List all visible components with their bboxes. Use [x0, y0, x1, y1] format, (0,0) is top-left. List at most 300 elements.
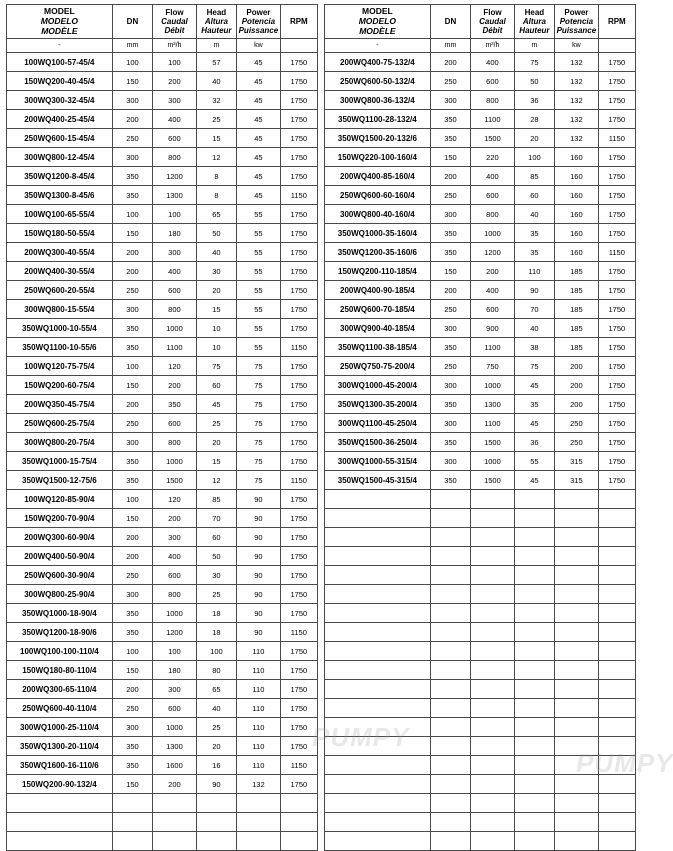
cell-dn: 150 — [112, 509, 152, 528]
cell-head: 45 — [514, 471, 554, 490]
cell-head: 60 — [196, 528, 236, 547]
cell-power: 185 — [555, 319, 599, 338]
cell-flow: 100 — [153, 642, 197, 661]
table-row-empty — [325, 547, 636, 566]
cell-flow: 220 — [471, 148, 515, 167]
table-row-empty — [325, 490, 636, 509]
cell-power: 45 — [237, 167, 281, 186]
cell-flow: 1100 — [471, 338, 515, 357]
cell-head: 35 — [514, 395, 554, 414]
cell-empty — [471, 756, 515, 775]
cell-power: 132 — [555, 129, 599, 148]
cell-model: 350WQ1300-8-45/6 — [7, 186, 113, 205]
cell-flow: 1100 — [153, 338, 197, 357]
cell-empty — [514, 642, 554, 661]
cell-power: 200 — [555, 395, 599, 414]
column-header-power — [555, 5, 599, 39]
cell-rpm: 1750 — [280, 414, 317, 433]
cell-head: 57 — [196, 53, 236, 72]
cell-flow: 100 — [153, 53, 197, 72]
cell-model: 250WQ750-75-200/4 — [325, 357, 431, 376]
cell-model: 100WQ100-57-45/4 — [7, 53, 113, 72]
cell-dn: 150 — [430, 148, 470, 167]
header-power-line3: Puissance — [556, 26, 597, 36]
cell-flow: 1500 — [471, 471, 515, 490]
unit-dn: mm — [112, 39, 152, 53]
cell-empty — [514, 699, 554, 718]
cell-rpm: 1150 — [280, 471, 317, 490]
table-row — [7, 718, 318, 737]
table-row — [325, 148, 636, 167]
cell-head: 80 — [196, 661, 236, 680]
cell-dn: 150 — [112, 661, 152, 680]
cell-model: 200WQ400-85-160/4 — [325, 167, 431, 186]
cell-power: 110 — [237, 756, 281, 775]
cell-rpm: 1150 — [280, 338, 317, 357]
header-flow-line3: Débit — [482, 26, 503, 36]
cell-power: 45 — [237, 53, 281, 72]
cell-head: 20 — [196, 281, 236, 300]
cell-model: 150WQ200-60-75/4 — [7, 376, 113, 395]
table-row — [325, 205, 636, 224]
cell-dn: 350 — [112, 167, 152, 186]
header-head-line3: Hauteur — [201, 26, 232, 36]
cell-model: 350WQ1000-10-55/4 — [7, 319, 113, 338]
table-body-right — [325, 53, 636, 851]
cell-power: 160 — [555, 243, 599, 262]
table-row — [7, 53, 318, 72]
cell-flow: 1000 — [471, 452, 515, 471]
cell-power: 250 — [555, 433, 599, 452]
cell-model: 200WQ300-65-110/4 — [7, 680, 113, 699]
cell-empty — [325, 566, 431, 585]
cell-rpm: 1750 — [280, 300, 317, 319]
table-row — [7, 338, 318, 357]
table-row — [7, 281, 318, 300]
cell-head: 8 — [196, 167, 236, 186]
cell-empty — [598, 490, 635, 509]
cell-head: 110 — [514, 262, 554, 281]
header-model-line2: MODELO — [40, 15, 79, 26]
cell-flow: 600 — [153, 566, 197, 585]
cell-rpm: 1750 — [598, 167, 635, 186]
cell-power: 200 — [555, 376, 599, 395]
table-row — [325, 186, 636, 205]
cell-dn: 350 — [112, 338, 152, 357]
cell-dn: 300 — [112, 148, 152, 167]
cell-empty — [430, 623, 470, 642]
cell-empty — [430, 718, 470, 737]
table-row — [7, 205, 318, 224]
cell-head: 18 — [196, 623, 236, 642]
cell-model: 150WQ200-40-45/4 — [7, 72, 113, 91]
table-row — [325, 471, 636, 490]
unit-model: - — [7, 39, 113, 53]
cell-head: 20 — [196, 737, 236, 756]
cell-dn: 300 — [430, 91, 470, 110]
header-model-line3: MODÈLE — [359, 25, 396, 36]
cell-empty — [153, 813, 197, 832]
cell-flow: 1500 — [471, 433, 515, 452]
cell-head: 28 — [514, 110, 554, 129]
cell-dn: 100 — [112, 53, 152, 72]
cell-power: 55 — [237, 319, 281, 338]
header-row — [7, 5, 318, 39]
table-row — [7, 452, 318, 471]
cell-empty — [598, 604, 635, 623]
table-row — [7, 547, 318, 566]
cell-empty — [430, 642, 470, 661]
column-header-head — [196, 5, 236, 39]
header-units-row — [325, 39, 636, 53]
cell-empty — [555, 756, 599, 775]
table-row-empty — [7, 832, 318, 851]
cell-empty — [471, 661, 515, 680]
cell-flow: 800 — [471, 205, 515, 224]
cell-flow: 1000 — [153, 319, 197, 338]
cell-rpm: 1750 — [280, 224, 317, 243]
cell-power: 132 — [555, 53, 599, 72]
cell-empty — [196, 813, 236, 832]
cell-power: 45 — [237, 129, 281, 148]
unit-dn: mm — [430, 39, 470, 53]
cell-flow: 800 — [153, 300, 197, 319]
header-flow-line2: Caudal — [479, 17, 506, 27]
table-row — [7, 623, 318, 642]
cell-head: 15 — [196, 452, 236, 471]
cell-model: 350WQ1300-35-200/4 — [325, 395, 431, 414]
cell-empty — [280, 813, 317, 832]
cell-model: 250WQ600-30-90/4 — [7, 566, 113, 585]
cell-empty — [430, 832, 470, 851]
unit-flow: m³/h — [153, 39, 197, 53]
header-model-line2: MODELO — [358, 15, 397, 26]
cell-flow: 1000 — [153, 452, 197, 471]
cell-model: 250WQ600-20-55/4 — [7, 281, 113, 300]
cell-head: 25 — [196, 110, 236, 129]
cell-empty — [555, 585, 599, 604]
table-row — [7, 585, 318, 604]
cell-empty — [196, 794, 236, 813]
cell-empty — [325, 509, 431, 528]
cell-dn: 100 — [112, 642, 152, 661]
cell-flow: 300 — [153, 91, 197, 110]
cell-flow: 200 — [471, 262, 515, 281]
table-row — [7, 642, 318, 661]
column-header-flow — [153, 5, 197, 39]
cell-flow: 600 — [153, 699, 197, 718]
cell-power: 160 — [555, 205, 599, 224]
cell-rpm: 1750 — [598, 281, 635, 300]
cell-empty — [325, 813, 431, 832]
cell-model: 200WQ300-60-90/4 — [7, 528, 113, 547]
header-head-line3: Hauteur — [519, 26, 550, 36]
cell-power: 132 — [555, 72, 599, 91]
cell-empty — [430, 585, 470, 604]
unit-power: kw — [237, 39, 281, 53]
cell-rpm: 1750 — [280, 262, 317, 281]
cell-rpm: 1750 — [280, 604, 317, 623]
table-row-empty — [325, 775, 636, 794]
table-row-empty — [7, 794, 318, 813]
cell-power: 55 — [237, 243, 281, 262]
cell-model: 150WQ200-110-185/4 — [325, 262, 431, 281]
cell-empty — [471, 490, 515, 509]
cell-head: 8 — [196, 186, 236, 205]
cell-dn: 200 — [112, 528, 152, 547]
cell-power: 110 — [237, 642, 281, 661]
cell-model: 300WQ800-12-45/4 — [7, 148, 113, 167]
cell-dn: 250 — [112, 566, 152, 585]
cell-dn: 200 — [112, 395, 152, 414]
cell-head: 85 — [196, 490, 236, 509]
header-power-line3: Puissance — [238, 26, 279, 36]
column-header-power — [237, 5, 281, 39]
table-row — [7, 91, 318, 110]
cell-flow: 1600 — [153, 756, 197, 775]
cell-empty — [555, 528, 599, 547]
cell-dn: 350 — [430, 129, 470, 148]
cell-empty — [555, 680, 599, 699]
unit-rpm — [598, 39, 635, 53]
cell-empty — [237, 832, 281, 851]
table-row — [7, 566, 318, 585]
table-row-empty — [325, 604, 636, 623]
cell-rpm: 1750 — [280, 395, 317, 414]
cell-dn: 150 — [112, 376, 152, 395]
table-row — [325, 243, 636, 262]
cell-dn: 300 — [430, 376, 470, 395]
cell-flow: 600 — [153, 129, 197, 148]
cell-power: 250 — [555, 414, 599, 433]
unit-flow: m³/h — [471, 39, 515, 53]
cell-power: 75 — [237, 433, 281, 452]
cell-empty — [514, 509, 554, 528]
cell-empty — [325, 737, 431, 756]
cell-empty — [280, 794, 317, 813]
cell-flow: 1300 — [153, 737, 197, 756]
cell-flow: 600 — [471, 300, 515, 319]
cell-empty — [430, 566, 470, 585]
cell-dn: 200 — [112, 243, 152, 262]
cell-model: 250WQ600-70-185/4 — [325, 300, 431, 319]
cell-rpm: 1750 — [280, 205, 317, 224]
cell-flow: 1200 — [153, 167, 197, 186]
cell-rpm: 1750 — [598, 224, 635, 243]
cell-empty — [598, 832, 635, 851]
unit-model: - — [325, 39, 431, 53]
cell-empty — [514, 756, 554, 775]
header-flow-line3: Débit — [164, 26, 185, 36]
cell-power: 185 — [555, 300, 599, 319]
cell-rpm: 1750 — [280, 148, 317, 167]
cell-power: 75 — [237, 395, 281, 414]
cell-empty — [514, 585, 554, 604]
column-header-flow — [471, 5, 515, 39]
header-rpm-line1: RPM — [607, 17, 626, 27]
cell-empty — [430, 490, 470, 509]
cell-dn: 150 — [430, 262, 470, 281]
cell-head: 35 — [514, 224, 554, 243]
cell-flow: 300 — [153, 680, 197, 699]
cell-rpm: 1750 — [280, 490, 317, 509]
cell-head: 100 — [514, 148, 554, 167]
cell-flow: 1300 — [153, 186, 197, 205]
cell-power: 315 — [555, 452, 599, 471]
cell-flow: 1000 — [153, 604, 197, 623]
spec-sheet — [0, 4, 648, 801]
cell-flow: 600 — [153, 281, 197, 300]
table-body-left — [7, 53, 318, 851]
cell-empty — [7, 794, 113, 813]
cell-model: 350WQ1500-12-75/6 — [7, 471, 113, 490]
cell-dn: 350 — [112, 604, 152, 623]
table-row — [325, 319, 636, 338]
cell-dn: 250 — [430, 300, 470, 319]
cell-flow: 400 — [471, 53, 515, 72]
table-row-empty — [325, 566, 636, 585]
cell-model: 250WQ600-25-75/4 — [7, 414, 113, 433]
header-power-line2: Potencia — [559, 17, 594, 27]
cell-dn: 200 — [430, 167, 470, 186]
cell-head: 65 — [196, 205, 236, 224]
cell-empty — [471, 585, 515, 604]
cell-empty — [555, 813, 599, 832]
cell-power: 75 — [237, 471, 281, 490]
cell-empty — [514, 832, 554, 851]
cell-flow: 300 — [153, 243, 197, 262]
cell-head: 70 — [514, 300, 554, 319]
cell-empty — [514, 680, 554, 699]
cell-power: 55 — [237, 300, 281, 319]
cell-power: 110 — [237, 699, 281, 718]
cell-empty — [325, 832, 431, 851]
cell-rpm: 1150 — [280, 186, 317, 205]
cell-empty — [430, 604, 470, 623]
cell-empty — [112, 794, 152, 813]
cell-empty — [325, 661, 431, 680]
cell-empty — [555, 547, 599, 566]
table-row-empty — [325, 832, 636, 851]
cell-empty — [598, 585, 635, 604]
cell-empty — [430, 813, 470, 832]
table-row — [7, 414, 318, 433]
cell-power: 90 — [237, 585, 281, 604]
cell-power: 160 — [555, 224, 599, 243]
table-row — [7, 509, 318, 528]
cell-model: 150WQ200-70-90/4 — [7, 509, 113, 528]
cell-rpm: 1750 — [598, 395, 635, 414]
cell-empty — [430, 528, 470, 547]
cell-power: 315 — [555, 471, 599, 490]
cell-empty — [555, 566, 599, 585]
cell-rpm: 1750 — [280, 281, 317, 300]
cell-flow: 1200 — [153, 623, 197, 642]
cell-model: 300WQ1000-55-315/4 — [325, 452, 431, 471]
cell-rpm: 1750 — [280, 737, 317, 756]
cell-head: 25 — [196, 718, 236, 737]
cell-head: 75 — [514, 53, 554, 72]
cell-dn: 300 — [112, 718, 152, 737]
cell-rpm: 1750 — [598, 262, 635, 281]
cell-rpm: 1750 — [280, 680, 317, 699]
cell-empty — [237, 794, 281, 813]
cell-empty — [598, 623, 635, 642]
table-row — [7, 471, 318, 490]
cell-empty — [514, 566, 554, 585]
cell-rpm: 1750 — [280, 585, 317, 604]
table-row — [325, 53, 636, 72]
cell-power: 160 — [555, 148, 599, 167]
table-row — [325, 110, 636, 129]
cell-rpm: 1750 — [280, 547, 317, 566]
cell-flow: 1100 — [471, 414, 515, 433]
cell-head: 85 — [514, 167, 554, 186]
cell-flow: 180 — [153, 224, 197, 243]
cell-rpm: 1750 — [598, 471, 635, 490]
cell-empty — [514, 813, 554, 832]
cell-head: 12 — [196, 471, 236, 490]
cell-empty — [598, 775, 635, 794]
cell-head: 20 — [514, 129, 554, 148]
cell-flow: 120 — [153, 490, 197, 509]
cell-rpm: 1750 — [598, 205, 635, 224]
table-row-empty — [325, 680, 636, 699]
cell-dn: 350 — [112, 471, 152, 490]
cell-empty — [598, 642, 635, 661]
cell-empty — [514, 604, 554, 623]
cell-power: 132 — [555, 91, 599, 110]
cell-empty — [112, 832, 152, 851]
cell-flow: 800 — [153, 585, 197, 604]
column-header-dn — [112, 5, 152, 39]
cell-empty — [430, 509, 470, 528]
cell-empty — [514, 547, 554, 566]
cell-rpm: 1750 — [598, 433, 635, 452]
cell-head: 12 — [196, 148, 236, 167]
table-row-empty — [325, 642, 636, 661]
header-flow-line2: Caudal — [161, 17, 188, 27]
table-row-empty — [325, 528, 636, 547]
table-row — [7, 148, 318, 167]
cell-empty — [598, 813, 635, 832]
cell-dn: 250 — [430, 357, 470, 376]
cell-flow: 800 — [471, 91, 515, 110]
cell-flow: 100 — [153, 205, 197, 224]
cell-flow: 1000 — [471, 376, 515, 395]
cell-empty — [598, 718, 635, 737]
cell-power: 90 — [237, 490, 281, 509]
cell-empty — [471, 813, 515, 832]
cell-empty — [112, 813, 152, 832]
cell-dn: 100 — [112, 357, 152, 376]
table-row — [7, 376, 318, 395]
cell-rpm: 1150 — [598, 129, 635, 148]
cell-rpm: 1750 — [598, 110, 635, 129]
cell-head: 35 — [514, 243, 554, 262]
cell-rpm: 1750 — [280, 72, 317, 91]
cell-power: 45 — [237, 91, 281, 110]
header-units-row — [7, 39, 318, 53]
cell-dn: 150 — [112, 775, 152, 794]
cell-head: 40 — [514, 205, 554, 224]
table-row — [325, 72, 636, 91]
table-row — [325, 338, 636, 357]
cell-empty — [325, 490, 431, 509]
cell-empty — [7, 832, 113, 851]
table-row — [7, 224, 318, 243]
cell-empty — [430, 794, 470, 813]
